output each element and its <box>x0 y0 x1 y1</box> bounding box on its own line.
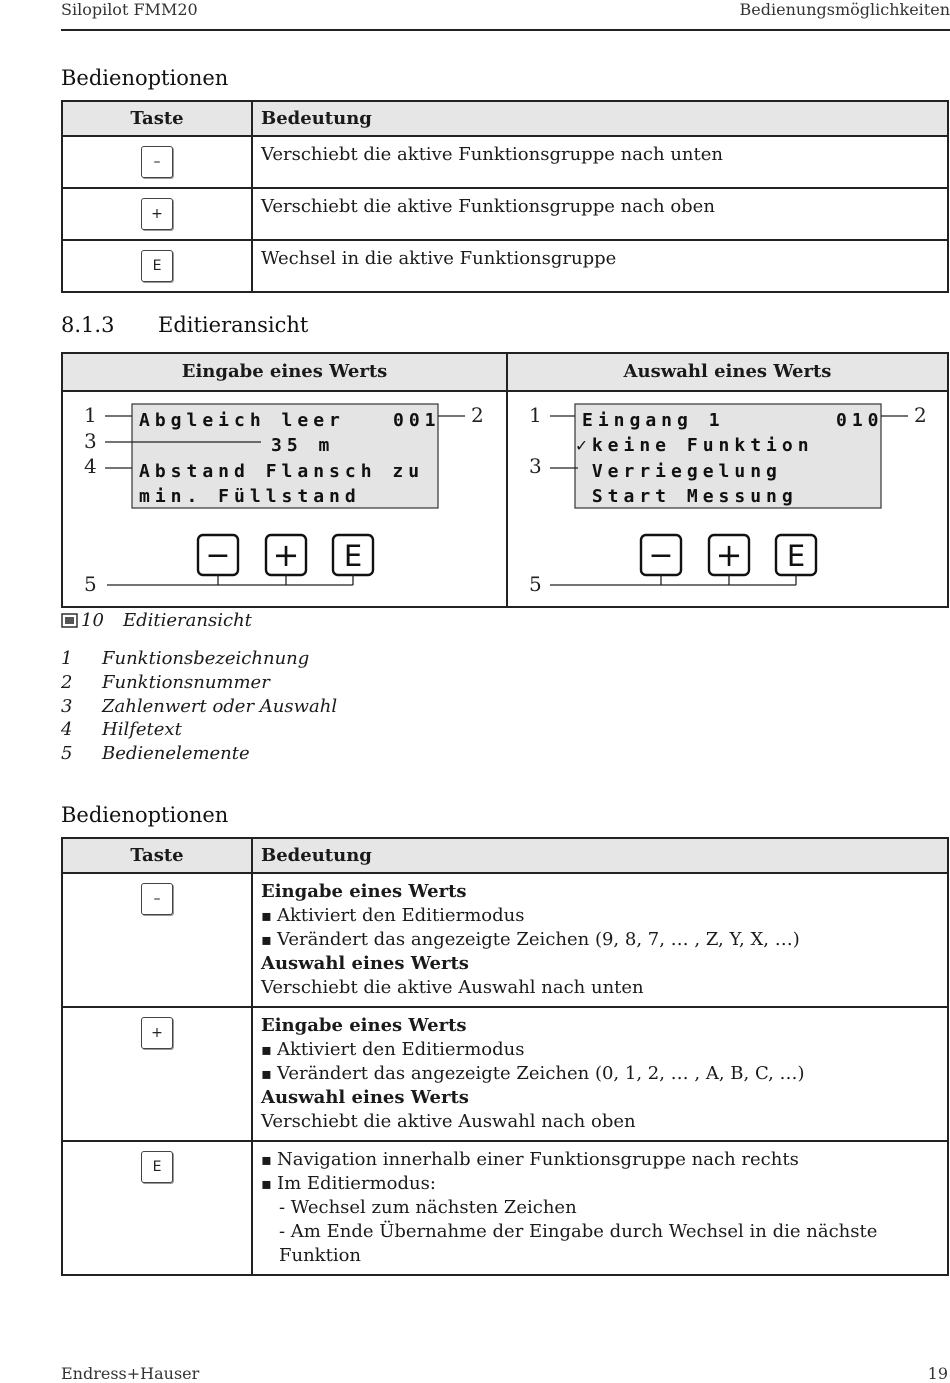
minus-key-icon: – <box>141 146 173 178</box>
row-meaning: Wechsel in die aktive Funktionsgruppe <box>252 240 948 292</box>
callout-4-left: 4 <box>84 454 97 478</box>
row-meaning: Verschiebt die aktive Funktionsgruppe nach oben <box>252 188 948 240</box>
row-subheading: Eingabe eines Werts <box>261 881 467 902</box>
running-header-right: Bedienungsmöglichkeiten <box>739 0 950 19</box>
callout-3-right: 3 <box>529 454 542 478</box>
callout-5-right: 5 <box>529 572 542 596</box>
enter-key-icon: E <box>141 250 173 282</box>
legend-number: 1 <box>61 648 73 669</box>
bullet-item: ▪ Verändert das angezeigte Zeichen (9, 8, 7, … , Z, Y, X, …) <box>261 928 939 952</box>
row-subheading: Auswahl eines Werts <box>261 1087 469 1108</box>
callout-2-left: 2 <box>471 403 484 427</box>
lcd-left-number: 001 <box>393 410 441 431</box>
lcd-right-line1: Eingang 1 <box>582 410 725 431</box>
legend-number: 2 <box>61 672 73 693</box>
footer-brand: Endress+Hauser <box>61 1364 200 1383</box>
callout-1-right: 1 <box>529 403 542 427</box>
row-subheading: Eingabe eines Werts <box>261 1015 467 1036</box>
table-row <box>62 240 948 292</box>
sub-item: - Am Ende Übernahme der Eingabe durch Wechsel in die nächste Funktion <box>279 1221 878 1266</box>
legend-text: Zahlenwert oder Auswahl <box>102 696 338 717</box>
col-header-taste: Taste <box>62 838 252 873</box>
legend-text: Funktionsnummer <box>102 672 270 693</box>
lcd-right-number: 010 <box>836 410 884 431</box>
row-subheading: Auswahl eines Werts <box>261 953 469 974</box>
plus-key-icon: + <box>141 1017 173 1049</box>
section-title-bedienoptionen-1: Bedienoptionen <box>61 66 229 90</box>
legend-number: 3 <box>61 696 73 717</box>
legend-number: 5 <box>61 743 73 764</box>
options-table-2 <box>61 837 949 1276</box>
figure-left-title: Eingabe eines Werts <box>63 354 508 392</box>
minus-glyph: − <box>205 538 231 573</box>
col-header-taste: Taste <box>62 101 252 136</box>
lcd-right-line4: Start Messung <box>576 486 798 507</box>
col-header-bedeutung: Bedeutung <box>252 101 948 136</box>
page-number: 19 <box>927 1364 948 1383</box>
keypad-left <box>107 535 373 585</box>
running-header-left: Silopilot FMM20 <box>61 0 198 19</box>
callout-2-right: 2 <box>914 403 927 427</box>
keypad-right <box>550 535 816 585</box>
heading-number: 8.1.3 <box>61 313 115 337</box>
lcd-left-line1: Abgleich leer <box>139 410 345 431</box>
lcd-right-line2: ✓keine Funktion <box>576 435 814 456</box>
lcd-left-line3: Abstand Flansch zu <box>139 461 425 482</box>
table-row <box>62 1007 948 1141</box>
row-meaning: Verschiebt die aktive Funktionsgruppe nach unten <box>252 136 948 188</box>
heading-title: Editieransicht <box>158 313 309 337</box>
lcd-right-line3: Verriegelung <box>576 461 782 482</box>
enter-glyph: E <box>786 539 806 573</box>
plus-glyph: + <box>715 536 743 574</box>
enter-glyph: E <box>343 539 363 573</box>
plus-key-icon: + <box>141 198 173 230</box>
legend-number: 4 <box>61 719 73 740</box>
sub-item: - Wechsel zum nächsten Zeichen <box>279 1197 577 1218</box>
bullet-item: ▪ Aktiviert den Editiermodus <box>261 1038 939 1062</box>
callout-5-left: 5 <box>84 572 97 596</box>
figure-right-title: Auswahl eines Werts <box>508 354 947 392</box>
figure-drawing <box>63 390 947 606</box>
callout-3-left: 3 <box>84 429 97 453</box>
row-text: Verschiebt die aktive Auswahl nach unten <box>261 977 644 998</box>
figure-caption: Editieransicht <box>123 610 252 631</box>
col-header-bedeutung: Bedeutung <box>252 838 948 873</box>
header-rule <box>61 29 950 31</box>
bullet-item: ▪ Aktiviert den Editiermodus <box>261 904 939 928</box>
table-row <box>62 188 948 240</box>
minus-glyph: − <box>648 538 674 573</box>
legend-text: Hilfetext <box>102 719 182 740</box>
bullet-item: ▪ Navigation innerhalb einer Funktionsgruppe nach rechts <box>261 1148 939 1172</box>
figure-number: 10 <box>81 610 104 631</box>
options-table-1 <box>61 100 949 293</box>
bullet-item: ▪ Verändert das angezeigte Zeichen (0, 1, 2, … , A, B, C, …) <box>261 1062 939 1086</box>
table-row <box>62 136 948 188</box>
minus-key-icon: – <box>141 883 173 915</box>
lcd-left-line4: min. Füllstand <box>139 486 361 507</box>
table-row <box>62 1141 948 1275</box>
row-text: Verschiebt die aktive Auswahl nach oben <box>261 1111 636 1132</box>
plus-glyph: + <box>272 536 300 574</box>
table-row <box>62 873 948 1007</box>
enter-key-icon: E <box>141 1151 173 1183</box>
section-title-bedienoptionen-2: Bedienoptionen <box>61 803 229 827</box>
lcd-left-line2: 35 m <box>271 435 335 456</box>
legend-text: Bedienelemente <box>102 743 250 764</box>
legend-text: Funktionsbezeichnung <box>102 648 310 669</box>
figure-editieransicht <box>61 352 949 608</box>
callout-1-left: 1 <box>84 403 97 427</box>
bullet-item: ▪ Im Editiermodus: <box>261 1172 939 1196</box>
figure-icon <box>61 613 79 629</box>
